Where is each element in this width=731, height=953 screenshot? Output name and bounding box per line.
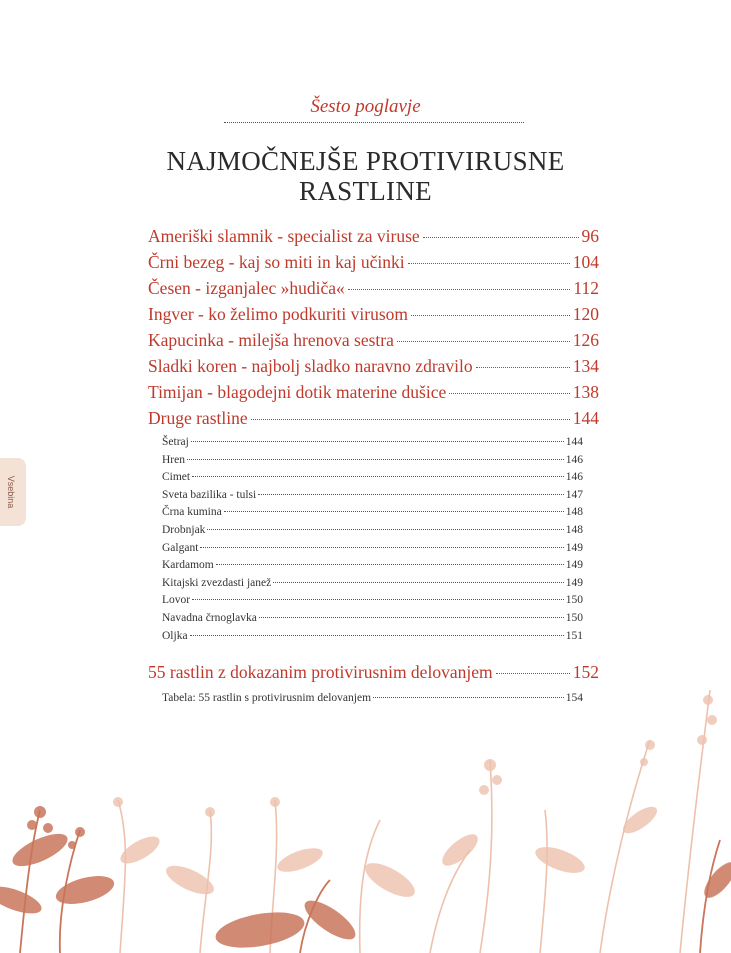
toc-sub-page: 146 <box>565 453 583 466</box>
dot-leader <box>192 599 564 600</box>
toc-sub-entry[interactable] <box>162 489 583 507</box>
dot-leader <box>259 617 564 618</box>
toc-entry-title: Druge rastline <box>148 408 248 428</box>
toc-entry-title: Timijan - blagodejni dotik materine dušice <box>148 382 447 402</box>
toc-entry[interactable] <box>148 226 599 252</box>
herbal-illustration <box>0 650 731 953</box>
toc-main-list <box>148 226 599 434</box>
chapter-label: Šesto poglavje <box>310 96 421 117</box>
dot-leader <box>251 419 570 420</box>
toc-sub-title: Kardamom <box>162 559 214 572</box>
toc-entry-title: Ameriški slamnik - specialist za viruse <box>148 226 420 246</box>
light-stems <box>118 690 710 953</box>
dot-leader <box>190 635 564 636</box>
dot-leader <box>476 367 570 368</box>
toc-sub-list <box>162 436 583 647</box>
toc-entry[interactable] <box>148 252 599 278</box>
toc-sub-page: 149 <box>565 576 583 589</box>
toc-sub-title: Hren <box>162 453 185 466</box>
toc-entry-title: 55 rastlin z dokazanim protivirusnim delovanjem <box>148 662 493 682</box>
toc-entry-page: 96 <box>581 226 599 246</box>
dot-leader <box>449 393 569 394</box>
toc-entry-page: 152 <box>572 662 599 682</box>
toc-sub-entry[interactable] <box>162 454 583 472</box>
toc-sub-entry[interactable] <box>162 524 583 542</box>
toc-entry-title: Česen - izganjalec »hudiča« <box>148 278 345 298</box>
dot-leader <box>187 459 564 460</box>
toc-sub-title: Drobnjak <box>162 523 206 536</box>
toc-entry[interactable] <box>148 304 599 330</box>
dot-leader <box>397 341 570 342</box>
toc-entry-title: Sladki koren - najbolj sladko naravno zdravilo <box>148 356 473 376</box>
toc-entry[interactable] <box>148 278 599 304</box>
toc-sub-entry[interactable] <box>162 471 583 489</box>
title-line-1: NAJMOČNEJŠE PROTIVIRUSNE <box>166 146 565 176</box>
toc-sub-entry[interactable] <box>162 594 583 612</box>
toc-entry-page: 134 <box>572 356 599 376</box>
toc-sub-title: Lovor <box>162 594 191 607</box>
toc-entry-page: 138 <box>572 382 599 402</box>
dark-leaves <box>0 806 731 953</box>
toc-sub-page: 144 <box>565 436 583 448</box>
dot-leader <box>216 564 564 565</box>
toc-sub-title: Šetraj <box>162 436 189 448</box>
dot-leader <box>411 315 570 316</box>
toc-sub-page: 149 <box>565 541 583 554</box>
toc-sub-title: Oljka <box>162 629 188 642</box>
chapter-divider <box>224 122 524 123</box>
toc-sub-title: Galgant <box>162 541 199 554</box>
toc-entry-page: 126 <box>572 330 599 350</box>
toc-sub-title: Cimet <box>162 471 191 484</box>
toc-entry-page: 144 <box>572 408 599 428</box>
toc-sub-entry[interactable] <box>162 630 583 648</box>
toc-sub-page: 150 <box>565 594 583 607</box>
toc-sub-title: Sveta bazilika - tulsi <box>162 488 257 501</box>
toc-sub-page: 148 <box>565 523 583 536</box>
title-line-2: RASTLINE <box>299 176 432 206</box>
light-leaves <box>113 695 717 904</box>
dot-leader <box>348 289 571 290</box>
dot-leader <box>224 511 564 512</box>
dot-leader <box>258 494 564 495</box>
toc-sub-page: 146 <box>565 471 583 484</box>
toc-sub-page: 154 <box>565 692 583 704</box>
toc-sub-entry[interactable] <box>162 542 583 560</box>
page-title <box>0 146 731 206</box>
toc-entry-page: 104 <box>572 252 599 272</box>
dot-leader <box>191 441 564 442</box>
toc-sub-entry[interactable] <box>162 612 583 630</box>
dot-leader <box>192 476 564 477</box>
toc-entry[interactable] <box>148 356 599 382</box>
toc-entry[interactable] <box>148 408 599 434</box>
side-tab-label: Vsebina <box>6 475 16 509</box>
toc-sub-entry[interactable] <box>162 577 583 595</box>
dot-leader <box>200 547 563 548</box>
toc-entry[interactable] <box>148 382 599 408</box>
dot-leader <box>273 582 564 583</box>
toc-sub-entry[interactable] <box>162 559 583 577</box>
toc-sub-entry[interactable] <box>162 436 583 454</box>
toc-sub-page: 149 <box>565 559 583 572</box>
toc-entry-page: 112 <box>573 278 599 298</box>
toc-entry-title: Kapucinka - milejša hrenova sestra <box>148 330 394 350</box>
dot-leader <box>408 263 570 264</box>
toc-sub-page: 150 <box>565 611 583 624</box>
dot-leader <box>207 529 563 530</box>
toc-entry-page: 120 <box>572 304 599 324</box>
toc-sub-title: Navadna črnoglavka <box>162 611 257 624</box>
contents-side-tab[interactable] <box>0 458 26 526</box>
toc-entry-title: Črni bezeg - kaj so miti in kaj učinki <box>148 252 405 272</box>
toc-sub-title: Kitajski zvezdasti janež <box>162 576 272 589</box>
toc-entry[interactable] <box>148 330 599 356</box>
toc-sub-title: Tabela: 55 rastlin s protivirusnim delovanjem <box>162 692 372 704</box>
toc-entry-title: Ingver - ko želimo podkuriti virusom <box>148 304 409 324</box>
dot-leader <box>423 237 579 238</box>
toc-sub-page: 151 <box>565 629 583 642</box>
toc-sub-page: 148 <box>565 506 583 519</box>
toc-sub-entry[interactable] <box>162 506 583 524</box>
toc-sub-page: 147 <box>565 488 583 501</box>
toc-sub-title: Črna kumina <box>162 506 222 519</box>
